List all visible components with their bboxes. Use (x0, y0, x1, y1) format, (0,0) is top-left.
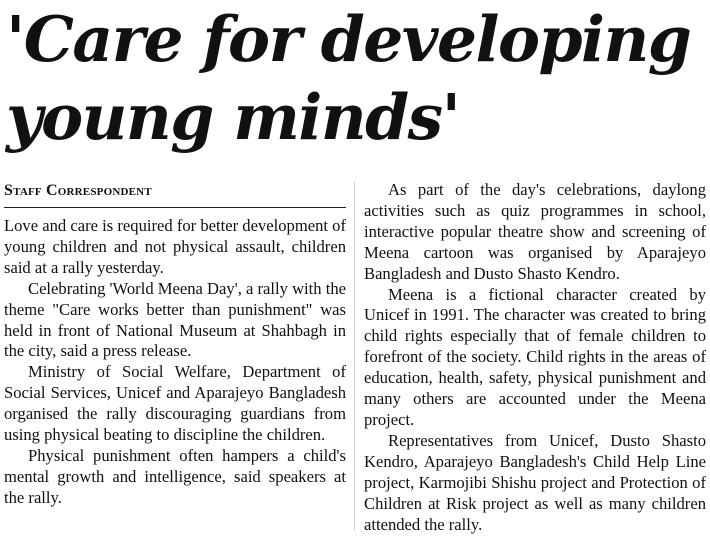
paragraph: Ministry of Social Welfare, Department of Social Services, Unicef and Aparajeyo Bangladesh organised the rally discouraging guardians from using physical beating to discipline the children. (4, 362, 346, 445)
paragraph-lead: Love and care is required for better development of young children and not physical assault, children said at a rally yesterday. (4, 216, 346, 277)
column-divider (354, 182, 355, 530)
byline: Staff Correspondent (4, 180, 346, 208)
article-column-left (4, 180, 346, 509)
paragraph: Meena is a fictional character created by Unicef in 1991. The character was created to bring child rights especially that of female children to forefront of the society. Child rights in the areas of education, health, safety, physical punishment and many others are accounted under the Meena project. (364, 284, 706, 429)
headline-line-1: 'Care for developing (6, 2, 691, 76)
headline (6, 0, 706, 156)
headline-line-2: young minds' (6, 80, 460, 154)
byline-spacer (4, 208, 346, 216)
paragraph: Physical punishment often hampers a child's mental growth and intelligence, said speakers at the rally. (4, 445, 346, 507)
paragraph: Representatives from Unicef, Dusto Shasto Kendro, Aparajeyo Bangladesh's Child Help Line project, Karmojibi Shishu project and Protection of Children at Risk project as well as many children attended the rally. (364, 430, 706, 534)
paragraph: As part of the day's celebrations, daylong activities such as quiz programmes in school, interactive popular theatre show and screening of Meena cartoon was organised by Aparajeyo Bangladesh and Dusto Shasto Kendro. (364, 180, 706, 283)
paragraph: Celebrating 'World Meena Day', a rally with the theme "Care works better than punishment" was held in front of National Museum at Shahbagh in the city, said a press release. (4, 278, 346, 361)
article-column-right (364, 180, 706, 535)
